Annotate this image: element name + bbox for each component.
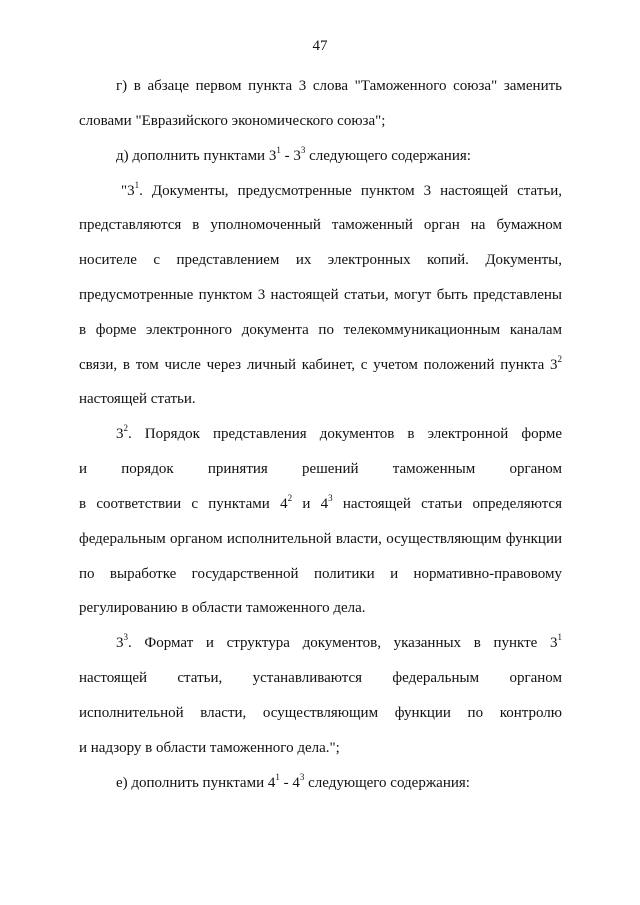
text-line: $3^2$. Порядок представления документов в электронной форме	[116, 423, 562, 442]
text-line: словами "Евразийского экономического союза";	[79, 113, 386, 129]
text-line: г) в абзаце первом пункта 3 слова "Таможенного союза" заменить	[116, 78, 562, 94]
text-line: настоящей статьи.	[79, 391, 196, 407]
text-line: и надзору в области таможенного дела.";	[79, 740, 340, 756]
text-line: федеральным органом исполнительной власти, осуществляющим функции	[79, 531, 562, 547]
text-line: "$3^1$. Документы, предусмотренные пунктом 3 настоящей статьи,	[121, 180, 562, 199]
text-line: д) дополнить пунктами $3^1 - 3^3$ следующего содержания:	[116, 145, 471, 164]
text-line: в соответствии с пунктами $4^2$ и $4^3$ настоящей статьи определяются	[79, 493, 562, 512]
text-line: е) дополнить пунктами $4^1 - 4^3$ следующего содержания:	[116, 772, 470, 791]
text-line: по выработке государственной политики и нормативно-правовому	[79, 566, 562, 582]
text-line: регулированию в области таможенного дела.	[79, 600, 366, 616]
text-line: исполнительной власти, осуществляющим функции по контролю	[79, 705, 562, 721]
text-line: носителе с представлением их электронных копий. Документы,	[79, 252, 562, 268]
text-line: представляются в уполномоченный таможенный орган на бумажном	[79, 217, 562, 233]
text-line: предусмотренные пунктом 3 настоящей статьи, могут быть представлены	[79, 287, 562, 303]
text-line: в форме электронного документа по телекоммуникационным каналам	[79, 322, 562, 338]
text-line: настоящей статьи, устанавливаются федеральным органом	[79, 670, 562, 686]
page-number: 47	[312, 38, 328, 54]
text-line: связи, в том числе через личный кабинет, с учетом положений пункта $3^2$	[79, 354, 562, 373]
text-line: $3^3$. Формат и структура документов, указанных в пункте $3^1$	[116, 632, 562, 651]
text-line: и порядок принятия решений таможенным органом	[79, 461, 562, 477]
